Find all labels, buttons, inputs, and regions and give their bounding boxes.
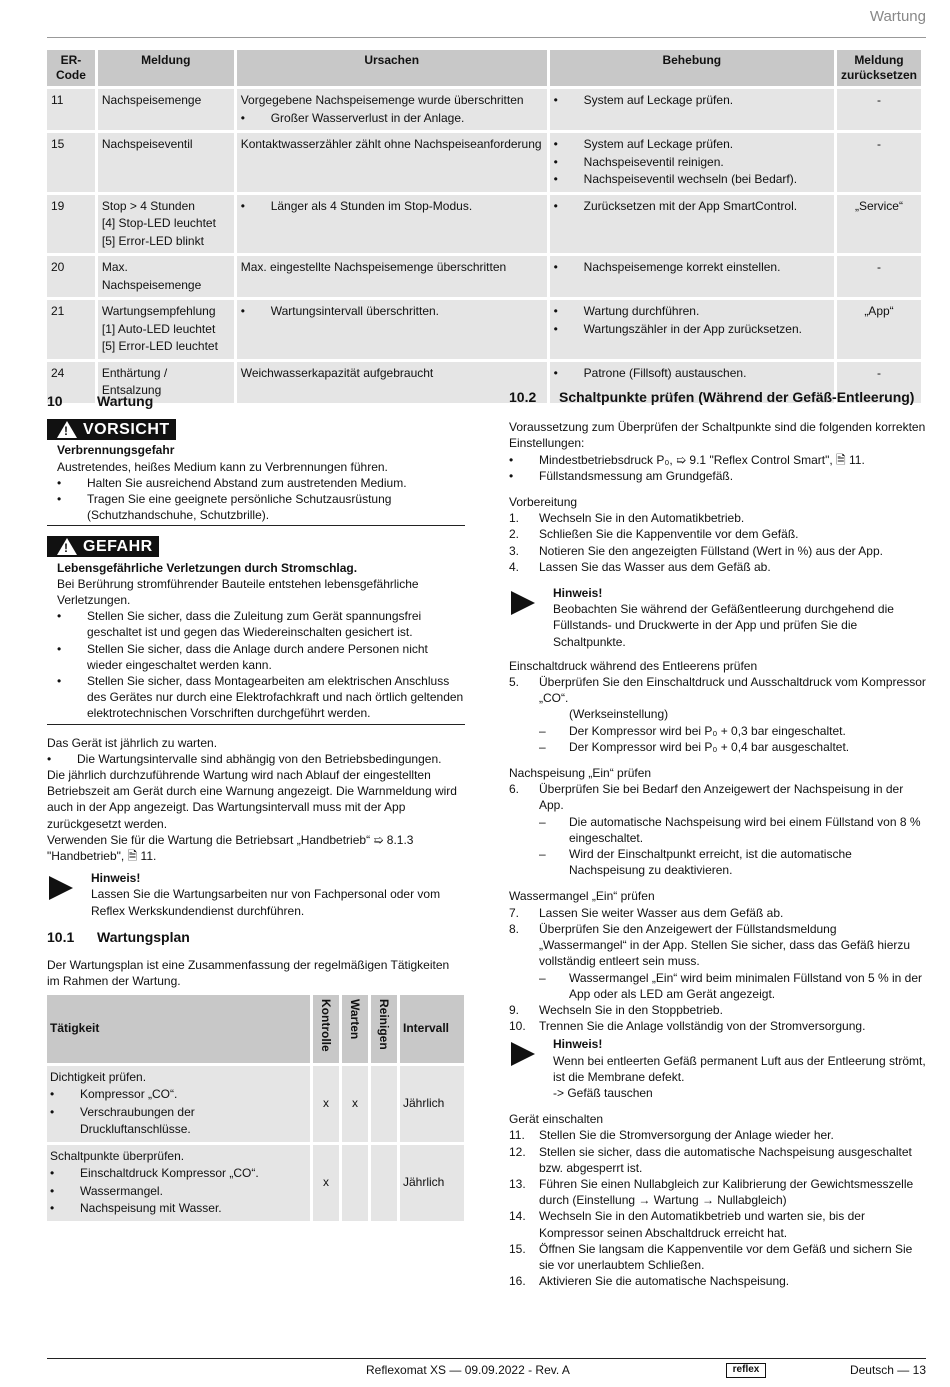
plan-header-row bbox=[47, 995, 464, 1063]
error-code-table bbox=[44, 47, 924, 406]
maintenance-paragraph-3: Verwenden Sie für die Wartung die Betriebsart „Handbetrieb“ ➯ 8.1.3 "Handbetrieb", 🗎 11. bbox=[47, 832, 414, 864]
cell-ursachen bbox=[237, 133, 547, 192]
list-item bbox=[509, 1144, 927, 1176]
cell-meldung bbox=[98, 256, 234, 297]
list-item bbox=[509, 526, 927, 542]
table-row bbox=[47, 256, 921, 297]
plan-task bbox=[47, 1066, 310, 1142]
list-item: • Stellen Sie sicher, dass Montagearbeiten am elektrischen Anschluss des Gerätes nur durch eine Elektrofachkraft und nach örtlich geltenden elektrotechnischen Vorschriften durchgeführt werden. bbox=[57, 673, 465, 722]
step-6-dashes bbox=[509, 814, 927, 879]
gefahr-box bbox=[47, 536, 465, 724]
list-item bbox=[509, 559, 927, 575]
list-item bbox=[509, 1127, 927, 1143]
cell-ursachen bbox=[237, 256, 547, 297]
step-number: 14. bbox=[509, 1209, 526, 1224]
cell-reset: - bbox=[837, 256, 921, 297]
hint-title: Hinweis! bbox=[553, 1037, 603, 1052]
cell-behebung bbox=[550, 300, 834, 359]
gefahr-heading: Lebensgefährliche Verletzungen durch Stromschlag. bbox=[57, 560, 358, 575]
behebung-bullet: • Nachspeiseventil reinigen. bbox=[554, 154, 830, 172]
dash-item: – Der Kompressor wird bei P₀ + 0,3 bar eingeschaltet. bbox=[509, 723, 927, 739]
meldung-line: [5] Error-LED blinkt bbox=[101, 233, 204, 248]
ursache-text: Kontaktwasserzähler zählt ohne Nachspeiseanforderung bbox=[240, 137, 542, 151]
list-item bbox=[509, 543, 927, 559]
cell-reset: „App“ bbox=[837, 300, 921, 359]
maintenance-paragraph-1: Das Gerät ist jährlich zu warten. bbox=[47, 735, 218, 750]
hint-text-2: -> Gefäß tauschen bbox=[553, 1085, 653, 1100]
vorsicht-box bbox=[47, 419, 465, 526]
step-text: Lassen Sie das Wasser aus dem Gefäß ab. bbox=[539, 559, 771, 574]
vorsicht-label: ! VORSICHT bbox=[47, 419, 176, 440]
section-10-2-heading: 10.2 Schaltpunkte prüfen (Während der Gefäß-Entleerung) bbox=[509, 389, 915, 405]
table-row bbox=[47, 195, 921, 254]
behebung-bullet: • Wartungszähler in der App zurücksetzen. bbox=[554, 321, 830, 339]
cell-code: 21 bbox=[47, 300, 95, 359]
vorsicht-text: Austretendes, heißes Medium kann zu Verbrennungen führen. bbox=[57, 459, 388, 474]
plan-reinigen bbox=[371, 1066, 397, 1142]
section-10-heading: 10 Wartung bbox=[47, 393, 154, 409]
list-item: • Tragen Sie eine geeignete persönliche Schutzausrüstung (Schutzhandschuhe, Schutzbrille). bbox=[57, 491, 465, 523]
dash-item: – Der Kompressor wird bei P₀ + 0,4 bar ausgeschaltet. bbox=[509, 739, 927, 755]
plan-kontrolle: x bbox=[313, 1066, 339, 1142]
hint-text: Lassen Sie die Wartungsarbeiten nur von Fachpersonal oder vom Reflex Werkskundendienst durchführen. bbox=[91, 887, 441, 918]
step-8: 8. Überprüfen Sie den Anzeigewert der Füllstandsmeldung „Wassermangel“ in der App. Stellen Sie sicher, dass das Gefäß hierzu vollständig entleert sein muss. bbox=[509, 921, 911, 969]
section-10-1-heading: 10.1 Wartungsplan bbox=[47, 928, 190, 945]
step-number: 3. bbox=[509, 543, 520, 558]
plan-intervall: Jährlich bbox=[400, 1066, 464, 1142]
step-8-dashes bbox=[509, 970, 927, 1002]
col-header-reset: Meldung zurücksetzen bbox=[837, 50, 921, 86]
vorbereitung-list bbox=[509, 510, 927, 575]
plan-header-warten: Warten bbox=[342, 995, 368, 1063]
dash-item: – Wassermangel „Ein“ wird beim minimalen Füllstand von 5 % in der App oder als LED am Gerät angezeigt. bbox=[509, 970, 927, 1002]
step-5: 5. Überprüfen Sie den Einschaltdruck und Ausschaltdruck vom Kompressor „CO“. bbox=[509, 675, 926, 706]
hint-box bbox=[47, 870, 465, 919]
step-number: 13. bbox=[509, 1176, 526, 1191]
footer-doc-info: Reflexomat XS — 09.09.2022 - Rev. A bbox=[366, 1363, 570, 1377]
cell-meldung bbox=[98, 89, 234, 130]
plan-task-title: Schaltpunkte überprüfen. bbox=[50, 1148, 185, 1163]
cell-meldung bbox=[98, 133, 234, 192]
hint-arrow-icon bbox=[511, 591, 535, 615]
step-number: 2. bbox=[509, 527, 520, 542]
cell-behebung bbox=[550, 89, 834, 130]
cell-behebung bbox=[550, 195, 834, 254]
list-item bbox=[509, 510, 927, 526]
table-row bbox=[47, 89, 921, 130]
gefahr-text: Bei Berührung stromführender Bauteile entstehen lebensgefährliche Verletzungen. bbox=[57, 576, 419, 608]
step-text: Stellen sie sicher, dass die automatische Nachspeisung ausgeschaltet bzw. abgesperrt ist. bbox=[539, 1144, 912, 1175]
footer-rule bbox=[47, 1358, 926, 1359]
step-6: 6. Überprüfen Sie bei Bedarf den Anzeigewert der Nachspeisung in der App. bbox=[509, 782, 904, 813]
einschalten-title: Gerät einschalten bbox=[509, 1112, 604, 1127]
plan-task-bullet: • Nachspeisung mit Wasser. bbox=[50, 1200, 307, 1218]
nachspeisung-title: Nachspeisung „Ein“ prüfen bbox=[509, 766, 652, 781]
cell-meldung bbox=[98, 300, 234, 359]
list-item: • Mindestbetriebsdruck P₀, ➯ 9.1 "Reflex Control Smart", 🗎 11. bbox=[509, 452, 927, 468]
plan-header-reinigen: Reinigen bbox=[371, 995, 397, 1063]
cell-behebung bbox=[550, 133, 834, 192]
col-header-ursachen: Ursachen bbox=[237, 50, 547, 86]
hint-arrow-icon bbox=[511, 1042, 535, 1066]
cell-reset: - bbox=[837, 133, 921, 192]
warning-triangle-icon bbox=[57, 538, 77, 555]
behebung-bullet: • System auf Leckage prüfen. bbox=[554, 92, 830, 110]
vorsicht-heading: Verbrennungsgefahr bbox=[57, 443, 175, 458]
cell-behebung bbox=[550, 256, 834, 297]
vorbereitung-title: Vorbereitung bbox=[509, 495, 578, 510]
ursache-bullet: • Großer Wasserverlust in der Anlage. bbox=[241, 110, 543, 128]
einschalt-title: Einschaltdruck während des Entleerens prüfen bbox=[509, 658, 758, 673]
cell-code: 19 bbox=[47, 195, 95, 254]
plan-header-task: Tätigkeit bbox=[47, 995, 310, 1063]
plan-task-bullet: • Wassermangel. bbox=[50, 1183, 307, 1201]
plan-task-bullet: • Einschaltdruck Kompressor „CO“. bbox=[50, 1165, 307, 1183]
cell-reset: „Service“ bbox=[837, 195, 921, 254]
left-column bbox=[47, 393, 465, 1224]
requirements-list bbox=[509, 452, 927, 484]
maintenance-bullet: • Die Wartungsintervalle sind abhängig von den Betriebsbedingungen. bbox=[47, 751, 465, 767]
list-item bbox=[509, 1241, 927, 1273]
header-rule bbox=[47, 37, 926, 38]
step-text: Öffnen Sie langsam die Kappenventile vor dem Gefäß und sichern Sie sie vor unerlaubtem Schließen. bbox=[539, 1241, 913, 1272]
footer-page: Deutsch — 13 bbox=[849, 1363, 926, 1377]
cell-code: 11 bbox=[47, 89, 95, 130]
step-number: 1. bbox=[509, 511, 520, 526]
maintenance-paragraph-2: Die jährlich durchzuführende Wartung wird nach Ablauf der eingestellten Betriebszeit am Gerät durch eine Warnung angezeigt. Die Warnmeldung wird auch in der App angezeigt. Das Wartungsintervall muss mit der App zurückgesetzt werden. bbox=[47, 768, 457, 831]
plan-intervall: Jährlich bbox=[400, 1145, 464, 1221]
step-text: Wechseln Sie in den Automatikbetrieb und warten sie, bis der Kompressor seinen Abschaltdruck erreicht hat. bbox=[539, 1209, 865, 1240]
list-item: • Stellen Sie sicher, dass die Zuleitung zum Gerät spannungsfrei geschaltet ist und gegen das Wiedereinschalten gesichert ist. bbox=[57, 608, 465, 640]
col-header-behebung: Behebung bbox=[550, 50, 834, 86]
meldung-line: Stop > 4 Stunden bbox=[101, 198, 195, 213]
hint-box-1 bbox=[509, 585, 927, 650]
plan-warten: x bbox=[342, 1066, 368, 1142]
step-7: 7. Lassen Sie weiter Wasser aus dem Gefäß ab. bbox=[509, 905, 784, 920]
list-item: • Halten Sie ausreichend Abstand zum austretenden Medium. bbox=[57, 475, 465, 491]
ursache-text: Vorgegebene Nachspeisemenge wurde überschritten bbox=[240, 93, 524, 107]
meldung-line: [4] Stop-LED leuchtet bbox=[101, 216, 216, 230]
cell-ursachen bbox=[237, 89, 547, 130]
cell-reset: - bbox=[837, 89, 921, 130]
ursache-text: Max. eingestellte Nachspeisemenge überschritten bbox=[240, 260, 507, 274]
meldung-line: [1] Auto-LED leuchtet bbox=[101, 321, 216, 336]
einschalten-list bbox=[509, 1127, 927, 1289]
col-header-code: ER- Code bbox=[47, 50, 95, 86]
step-text: Wechseln Sie in den Automatikbetrieb. bbox=[539, 511, 745, 526]
list-item: • Stellen Sie sicher, dass die Anlage durch andere Personen nicht wieder eingeschaltet werden kann. bbox=[57, 641, 465, 673]
behebung-bullet: • Nachspeisemenge korrekt einstellen. bbox=[554, 259, 830, 277]
vorsicht-bullets bbox=[47, 475, 465, 524]
step-text: Führen Sie einen Nullabgleich zur Kalibrierung der Gewichtsmesszelle durch (Einstellung → Wartung → Nullabgleich) bbox=[539, 1176, 914, 1208]
hint-title: Hinweis! bbox=[553, 586, 603, 601]
plan-intro: Der Wartungsplan ist eine Zusammenfassung der regelmäßigen Tätigkeiten im Rahmen der Wartung. bbox=[47, 958, 450, 989]
dash-item: – Wird der Einschaltpunkt erreicht, ist die automatische Nachspeisung zu deaktivieren. bbox=[509, 846, 927, 878]
gefahr-label: ! GEFAHR bbox=[47, 536, 159, 557]
meldung-line: Wartungsempfehlung bbox=[101, 304, 216, 318]
list-item bbox=[509, 1208, 927, 1240]
cell-ursachen bbox=[237, 195, 547, 254]
hint-arrow-icon bbox=[49, 876, 73, 900]
step-number: 16. bbox=[509, 1274, 526, 1289]
plan-kontrolle: x bbox=[313, 1145, 339, 1221]
right-column bbox=[509, 389, 927, 1289]
behebung-bullet: • Wartung durchführen. bbox=[554, 303, 830, 321]
step-5-dashes bbox=[509, 723, 927, 755]
step-10: 10. Trennen Sie die Anlage vollständig von der Stromversorgung. bbox=[509, 1019, 866, 1034]
ursache-bullet: • Wartungsintervall überschritten. bbox=[241, 303, 543, 321]
cell-ursachen bbox=[237, 300, 547, 359]
step-text: Schließen Sie die Kappenventile vor dem Gefäß. bbox=[539, 527, 799, 542]
behebung-bullet: • System auf Leckage prüfen. bbox=[554, 136, 830, 154]
step-number: 11. bbox=[509, 1128, 525, 1143]
behebung-bullet: • Zurücksetzen mit der App SmartControl. bbox=[554, 198, 830, 216]
step-9: 9. Wechseln Sie in den Stoppbetrieb. bbox=[509, 1002, 723, 1017]
plan-task-title: Dichtigkeit prüfen. bbox=[50, 1069, 147, 1084]
meldung-line: Max. Nachspeisemenge bbox=[101, 260, 202, 292]
table-row bbox=[47, 1145, 464, 1221]
hint-text: Beobachten Sie während der Gefäßentleerung durchgehend die Füllstands- und Druckwerte in der App und prüfen Sie die Schaltpunkte. bbox=[553, 602, 894, 649]
hint-text: Wenn bei entleerten Gefäß permanent Luft aus der Entleerung strömt, ist die Membrane defekt. bbox=[553, 1053, 926, 1084]
step-number: 15. bbox=[509, 1241, 526, 1256]
col-header-meldung: Meldung bbox=[98, 50, 234, 86]
cell-code: 15 bbox=[47, 133, 95, 192]
plan-warten bbox=[342, 1145, 368, 1221]
hint-title: Hinweis! bbox=[91, 871, 141, 886]
list-item bbox=[509, 1273, 927, 1289]
hint-box-2 bbox=[509, 1036, 927, 1101]
list-item: • Füllstandsmessung am Grundgefäß. bbox=[509, 468, 927, 484]
ursache-text: Weichwasserkapazität aufgebraucht bbox=[240, 365, 434, 380]
wassermangel-title: Wassermangel „Ein“ prüfen bbox=[509, 889, 655, 904]
warning-triangle-icon bbox=[57, 421, 77, 438]
meldung-line: Nachspeisemenge bbox=[101, 93, 202, 107]
step-text: Stellen Sie die Stromversorgung der Anlage wieder her. bbox=[539, 1128, 834, 1143]
plan-header-intervall: Intervall bbox=[400, 995, 464, 1063]
maintenance-plan-table bbox=[44, 992, 467, 1224]
step-number: 12. bbox=[509, 1144, 526, 1159]
checkpoints-intro: Voraussetzung zum Überprüfen der Schaltpunkte sind die folgenden korrekten Einstellungen: bbox=[509, 420, 926, 451]
cell-code: 24 bbox=[47, 362, 95, 403]
cell-code: 20 bbox=[47, 256, 95, 297]
meldung-line: Nachspeiseventil bbox=[101, 137, 193, 151]
table-row bbox=[47, 300, 921, 359]
step-number: 4. bbox=[509, 559, 520, 574]
reflex-logo: reflex bbox=[726, 1363, 766, 1378]
ursache-bullet: • Länger als 4 Stunden im Stop-Modus. bbox=[241, 198, 543, 216]
page-header-title: Wartung bbox=[869, 8, 926, 25]
behebung-bullet: • Patrone (Fillsoft) austauschen. bbox=[554, 365, 830, 383]
step-5-note: (Werkseinstellung) bbox=[569, 707, 669, 722]
list-item bbox=[509, 1176, 927, 1208]
plan-reinigen bbox=[371, 1145, 397, 1221]
step-text: Aktivieren Sie die automatische Nachspeisung. bbox=[539, 1274, 790, 1289]
meldung-line: [5] Error-LED leuchtet bbox=[101, 339, 218, 353]
cell-meldung bbox=[98, 195, 234, 254]
table-header-row bbox=[47, 50, 921, 86]
plan-task-bullet: • Verschraubungen der Druckluftanschlüsse. bbox=[50, 1104, 307, 1139]
table-row bbox=[47, 133, 921, 192]
step-text: Notieren Sie den angezeigten Füllstand (Wert in %) aus der App. bbox=[539, 543, 883, 558]
cell-reset: - bbox=[837, 362, 921, 403]
behebung-bullet: • Nachspeiseventil wechseln (bei Bedarf). bbox=[554, 171, 830, 189]
plan-header-kontrolle: Kontrolle bbox=[313, 995, 339, 1063]
table-row bbox=[47, 1066, 464, 1142]
plan-task-bullet: • Kompressor „CO“. bbox=[50, 1086, 307, 1104]
plan-task bbox=[47, 1145, 310, 1221]
gefahr-bullets bbox=[47, 608, 465, 721]
meldung-line: Enthärtung / Entsalzung bbox=[101, 365, 168, 397]
dash-item: – Die automatische Nachspeisung wird bei einem Füllstand von 8 % eingeschaltet. bbox=[509, 814, 927, 846]
